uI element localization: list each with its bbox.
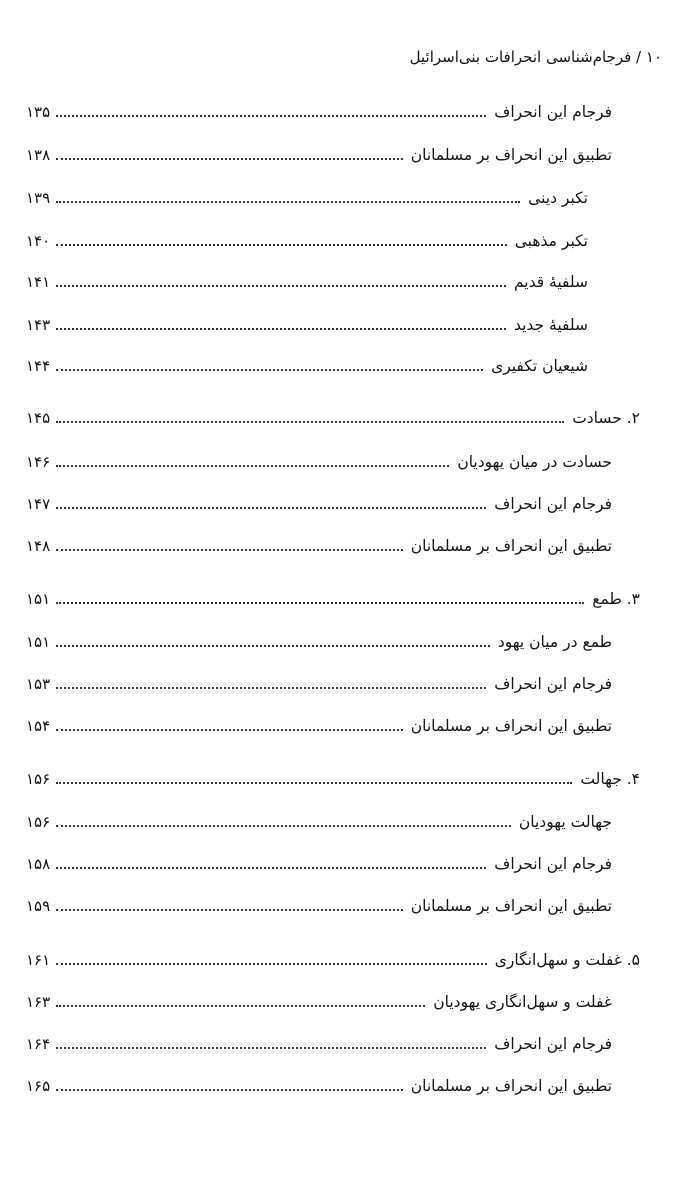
- toc-entry[interactable]: [26, 892, 612, 920]
- toc-entry[interactable]: [26, 98, 612, 126]
- dot-leader: [56, 115, 486, 117]
- toc-entry[interactable]: [26, 628, 612, 656]
- dot-leader: [56, 549, 403, 551]
- toc-entry-page-number: ۱۶۴: [26, 1035, 51, 1053]
- toc-entry[interactable]: [26, 227, 588, 255]
- dot-leader: [56, 909, 403, 911]
- dot-leader: [56, 782, 572, 784]
- toc-entry-title: تکبر مذهبی: [514, 232, 588, 250]
- toc-entry-title: سلفیهٔ قدیم: [513, 273, 588, 291]
- toc-entry-page-number: ۱۴۳: [26, 316, 51, 334]
- toc-entry[interactable]: [26, 268, 588, 296]
- toc-entry-title: ۳. طمع: [592, 590, 640, 608]
- toc-entry-page-number: ۱۶۱: [26, 951, 51, 969]
- dot-leader: [56, 328, 506, 330]
- toc-entry-page-number: ۱۵۳: [26, 675, 51, 693]
- toc-entry-title: فرجام این انحراف: [494, 495, 612, 513]
- toc-entry-title: ۴. جهالت: [580, 770, 640, 788]
- toc-entry[interactable]: [26, 850, 612, 878]
- toc-entry-page-number: ۱۵۸: [26, 855, 51, 873]
- toc-entry-page-number: ۱۴۵: [26, 409, 51, 427]
- toc-entry[interactable]: [26, 1072, 612, 1100]
- toc-entry-title: فرجام این انحراف: [494, 103, 612, 121]
- dot-leader: [56, 158, 403, 160]
- toc-entry-page-number: ۱۳۸: [26, 146, 51, 164]
- dot-leader: [56, 244, 507, 246]
- toc-entry[interactable]: [26, 404, 640, 432]
- toc-entry-page-number: ۱۶۳: [26, 993, 51, 1011]
- toc-entry-title: طمع در میان یهود: [497, 633, 612, 651]
- toc-entry-page-number: ۱۴۴: [26, 357, 51, 375]
- toc-entry-title: ۵. غفلت و سهل‌انگاری: [494, 951, 640, 969]
- toc-entry-title: شیعیان تکفیری: [491, 357, 588, 375]
- toc-entry-title: فرجام این انحراف: [494, 675, 612, 693]
- toc-entry[interactable]: [26, 352, 588, 380]
- dot-leader: [56, 687, 486, 689]
- toc-entry[interactable]: [26, 490, 612, 518]
- toc-entry-page-number: ۱۳۵: [26, 103, 51, 121]
- dot-leader: [56, 1047, 486, 1049]
- toc-entry-title: تطبیق این انحراف بر مسلمانان: [410, 537, 612, 555]
- toc-entry-title: غفلت و سهل‌انگاری یهودیان: [433, 993, 612, 1011]
- toc-entry-page-number: ۱۴۱: [26, 273, 51, 291]
- dot-leader: [56, 1089, 403, 1091]
- toc-entry-page-number: ۱۶۵: [26, 1077, 51, 1095]
- toc-entry[interactable]: [26, 532, 612, 560]
- toc-entry-title: جهالت یهودیان: [518, 813, 612, 831]
- toc-entry[interactable]: [26, 141, 612, 169]
- dot-leader: [56, 285, 506, 287]
- dot-leader: [56, 867, 486, 869]
- toc-entry[interactable]: [26, 988, 612, 1016]
- dot-leader: [56, 963, 487, 965]
- toc-entry-title: تطبیق این انحراف بر مسلمانان: [410, 897, 612, 915]
- toc-entry-page-number: ۱۵۶: [26, 770, 51, 788]
- toc-entry-page-number: ۱۴۸: [26, 537, 51, 555]
- toc-entry[interactable]: [26, 184, 588, 212]
- toc-entry[interactable]: [26, 448, 612, 476]
- toc-entry-page-number: ۱۵۱: [26, 590, 51, 608]
- dot-leader: [56, 645, 490, 647]
- dot-leader: [56, 1005, 425, 1007]
- toc-entry[interactable]: [26, 585, 640, 613]
- toc-entry[interactable]: [26, 946, 640, 974]
- dot-leader: [56, 465, 449, 467]
- toc-entry-title: سلفیهٔ جدید: [513, 316, 588, 334]
- dot-leader: [56, 729, 403, 731]
- dot-leader: [56, 507, 486, 509]
- toc-entry[interactable]: [26, 1030, 612, 1058]
- toc-entry[interactable]: [26, 765, 640, 793]
- toc-entry[interactable]: [26, 311, 588, 339]
- toc-entry-page-number: ۱۳۹: [26, 189, 51, 207]
- toc-entry-page-number: ۱۴۷: [26, 495, 51, 513]
- toc-entry-page-number: ۱۴۶: [26, 453, 51, 471]
- toc-entry-page-number: ۱۴۰: [26, 232, 51, 250]
- toc-entry-title: حسادت در میان یهودیان: [457, 453, 612, 471]
- running-header: ۱۰ / فرجام‌شناسی انحرافات بنی‌اسرائیل: [409, 48, 662, 66]
- toc-entry-title: تطبیق این انحراف بر مسلمانان: [410, 146, 612, 164]
- toc-entry-title: تطبیق این انحراف بر مسلمانان: [410, 717, 612, 735]
- toc-entry[interactable]: [26, 808, 612, 836]
- dot-leader: [56, 201, 520, 203]
- toc-entry[interactable]: [26, 670, 612, 698]
- toc-entry-title: ۲. حسادت: [572, 409, 640, 427]
- toc-entry[interactable]: [26, 712, 612, 740]
- toc-entry-page-number: ۱۵۱: [26, 633, 51, 651]
- toc-entry-page-number: ۱۵۴: [26, 717, 51, 735]
- toc-entry-page-number: ۱۵۶: [26, 813, 51, 831]
- dot-leader: [56, 369, 483, 371]
- dot-leader: [56, 602, 584, 604]
- dot-leader: [56, 421, 564, 423]
- toc-entry-title: فرجام این انحراف: [494, 855, 612, 873]
- dot-leader: [56, 825, 511, 827]
- toc-entry-page-number: ۱۵۹: [26, 897, 51, 915]
- toc-entry-title: تکبر دینی: [528, 189, 588, 207]
- toc-entry-title: تطبیق این انحراف بر مسلمانان: [410, 1077, 612, 1095]
- toc-entry-title: فرجام این انحراف: [494, 1035, 612, 1053]
